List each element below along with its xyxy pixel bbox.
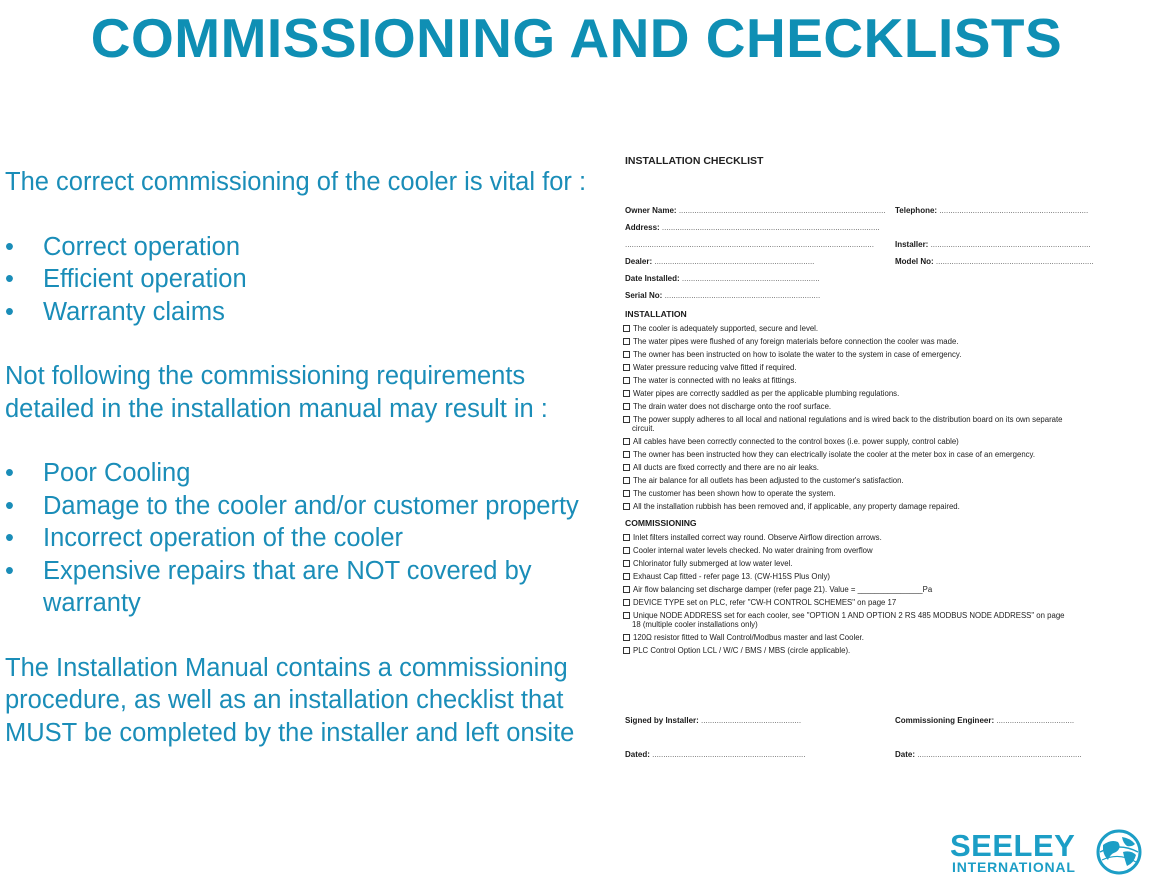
installer-field: Installer: ........................................................................ bbox=[895, 240, 1091, 249]
checkbox-icon bbox=[623, 403, 630, 410]
date-field: Date: .......................................................................... bbox=[895, 750, 1082, 759]
warning-text: Not following the commissioning requirements detailed in the installation manual may result in : bbox=[5, 362, 548, 423]
slide-title: COMMISSIONING AND CHECKLISTS bbox=[90, 7, 1063, 69]
checklist-item: The customer has been shown how to operate the system. bbox=[623, 489, 835, 498]
checkbox-icon bbox=[623, 647, 630, 654]
checkbox-icon bbox=[623, 338, 630, 345]
benefits-list bbox=[5, 231, 605, 329]
slide-body bbox=[5, 166, 605, 749]
list-item: • Expensive repairs that are NOT covered by warranty bbox=[5, 555, 605, 620]
checkbox-icon bbox=[623, 612, 630, 619]
checkbox-icon bbox=[623, 586, 630, 593]
checklist-item: All the installation rubbish has been removed and, if applicable, any property damage repaired. bbox=[623, 502, 960, 511]
list-item: • Incorrect operation of the cooler bbox=[5, 522, 605, 555]
checklist-item: The cooler is adequately supported, secure and level. bbox=[623, 324, 818, 333]
closing-text: The Installation Manual contains a commissioning procedure, as well as an installation checklist that MUST be completed by the installer and left onsite bbox=[5, 653, 575, 747]
checklist-item: PLC Control Option LCL / W/C / BMS / MBS (circle applicable). bbox=[623, 646, 850, 655]
checkbox-icon bbox=[623, 451, 630, 458]
checkbox-icon bbox=[623, 364, 630, 371]
logo-subtitle: INTERNATIONAL bbox=[952, 859, 1076, 875]
checklist-item: The water pipes were flushed of any foreign materials before connection the cooler was made. bbox=[623, 337, 958, 346]
checkbox-icon bbox=[623, 477, 630, 484]
risks-list bbox=[5, 457, 605, 620]
checkbox-icon bbox=[623, 351, 630, 358]
list-item: • Warranty claims bbox=[5, 296, 605, 329]
checklist-item: All cables have been correctly connected to the control boxes (i.e. power supply, control cable) bbox=[623, 437, 959, 446]
checkbox-icon bbox=[623, 377, 630, 384]
intro-text: The correct commissioning of the cooler is vital for : bbox=[5, 168, 587, 196]
list-item: • Damage to the cooler and/or customer property bbox=[5, 490, 605, 523]
checkbox-icon bbox=[623, 503, 630, 510]
checkbox-icon bbox=[623, 390, 630, 397]
list-item: • Poor Cooling bbox=[5, 457, 605, 490]
commissioning-heading: COMMISSIONING bbox=[625, 518, 697, 528]
address-field: Address: .................................................................................................. bbox=[625, 223, 880, 232]
checkbox-icon bbox=[623, 416, 630, 423]
checklist-item: DEVICE TYPE set on PLC, refer "CW-H CONTROL SCHEMES" on page 17 bbox=[623, 598, 896, 607]
checklist-item: All ducts are fixed correctly and there are no air leaks. bbox=[623, 463, 819, 472]
checklist-item: The drain water does not discharge onto the roof surface. bbox=[623, 402, 831, 411]
checkbox-icon bbox=[623, 464, 630, 471]
checkbox-icon bbox=[623, 634, 630, 641]
telephone-field: Telephone: ................................................................... bbox=[895, 206, 1089, 215]
list-item: • Correct operation bbox=[5, 231, 605, 264]
checklist-item: Unique NODE ADDRESS set for each cooler, see "OPTION 1 AND OPTION 2 RS 485 MODBUS NODE ADDRESS" on page bbox=[623, 611, 1065, 620]
checklist-title: INSTALLATION CHECKLIST bbox=[625, 155, 764, 167]
checklist-item: Air flow balancing set discharge damper (refer page 21). Value = _______________Pa bbox=[623, 585, 932, 594]
list-item: • Efficient operation bbox=[5, 263, 605, 296]
checklist-item: The power supply adheres to all local and national regulations and is wired back to the distribution board on its own separate bbox=[623, 415, 1063, 424]
owner-name-field: Owner Name: ............................................................................................. bbox=[625, 206, 886, 215]
checklist-item-continuation: circuit. bbox=[632, 424, 655, 433]
checklist-item: The owner has been instructed on how to isolate the water to the system in case of emergency. bbox=[623, 350, 961, 359]
checklist-item: Chlorinator fully submerged at low water level. bbox=[623, 559, 792, 568]
checkbox-icon bbox=[623, 573, 630, 580]
commissioning-engineer-field: Commissioning Engineer: ................................... bbox=[895, 716, 1075, 725]
checklist-item: Exhaust Cap fitted - refer page 13. (CW-H15S Plus Only) bbox=[623, 572, 830, 581]
checklist-item: Inlet filters installed correct way round. Observe Airflow direction arrows. bbox=[623, 533, 882, 542]
checklist-item: Water pressure reducing valve fitted if required. bbox=[623, 363, 797, 372]
checklist-item: The owner has been instructed how they can electrically isolate the cooler at the meter box in case of an emergency. bbox=[623, 450, 1035, 459]
checklist-item: 120Ω resistor fitted to Wall Control/Modbus master and last Cooler. bbox=[623, 633, 864, 642]
checklist-item: The water is connected with no leaks at fittings. bbox=[623, 376, 796, 385]
dated-field: Dated: ..................................................................... bbox=[625, 750, 806, 759]
date-installed-field: Date Installed: .............................................................. bbox=[625, 274, 820, 283]
dealer-field: Dealer: ........................................................................ bbox=[625, 257, 815, 266]
checklist-item: Cooler internal water levels checked. No water draining from overflow bbox=[623, 546, 873, 555]
checklist-item-continuation: 18 (multiple cooler installations only) bbox=[632, 620, 758, 629]
checklist-item: Water pipes are correctly saddled as per the applicable plumbing regulations. bbox=[623, 389, 899, 398]
signed-by-installer-field: Signed by Installer: ............................................. bbox=[625, 716, 802, 725]
address-line-2: ................................................................................................................ bbox=[625, 240, 874, 249]
checklist-item: The air balance for all outlets has been adjusted to the customer's satisfaction. bbox=[623, 476, 904, 485]
checkbox-icon bbox=[623, 599, 630, 606]
checkbox-icon bbox=[623, 325, 630, 332]
checkbox-icon bbox=[623, 438, 630, 445]
checkbox-icon bbox=[623, 534, 630, 541]
checkbox-icon bbox=[623, 490, 630, 497]
serial-no-field: Serial No: ...................................................................... bbox=[625, 291, 821, 300]
checkbox-icon bbox=[623, 560, 630, 567]
installation-checklist-document bbox=[619, 148, 1139, 768]
globe-icon bbox=[1096, 828, 1142, 876]
installation-heading: INSTALLATION bbox=[625, 309, 687, 319]
logo-wordmark: SEELEY bbox=[950, 828, 1076, 863]
model-no-field: Model No: ....................................................................... bbox=[895, 257, 1094, 266]
checkbox-icon bbox=[623, 547, 630, 554]
seeley-international-logo bbox=[950, 826, 1150, 882]
